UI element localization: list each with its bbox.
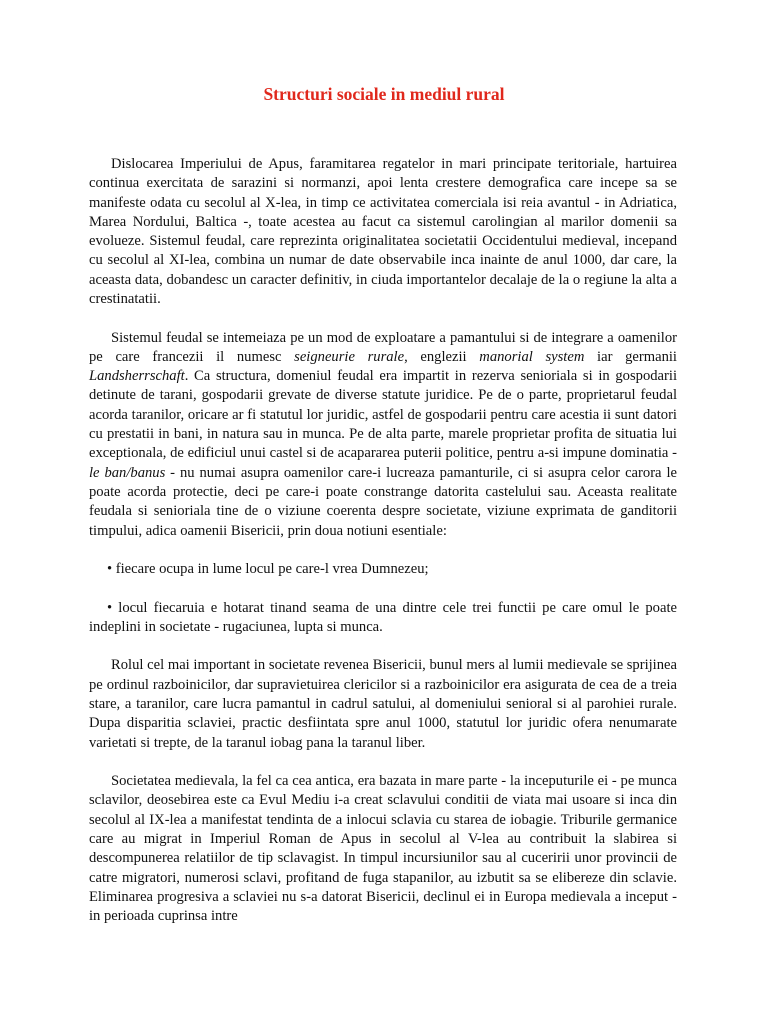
text-run: iar germanii — [584, 348, 677, 365]
text-run: - nu numai asupra oamenilor care-i lucreaza pamanturile, ci si asupra celor carora le poate acorda protectie, deci pe care-i poate constrange datorita castelului sau. Aceasta realitate feudala si senioriala tine de o viziune coerenta despre societate, viziune exprimata de ganditorii timpului, adica oamenii Bisericii, prin doua notiuni esentiale: — [89, 464, 677, 539]
text-run: • locul fiecaruia e hotarat tinand seama de una dintre cele trei functii pe care omul le poate indeplini in societate - rugaciunea, lupta si munca. — [89, 599, 677, 635]
text-run: • fiecare ocupa in lume locul pe care-l vrea Dumnezeu; — [107, 561, 429, 578]
text-run: Dislocarea Imperiului de Apus, faramitarea regatelor in mari principate teritoriale, hartuirea continua exercitata de sarazini si normanzi, apoi lenta crestere demografica care incepe sa se manifeste odata cu secolul al X-lea, in timp ce activitatea comerciala isi reia avantul - in Adriatica, Marea Nordului, Baltica -, toate acestea au facut ca sistemul carolingian al marilor domenii sa evolueze. Sistemul feudal, care reprezinta originalitatea societatii Occidentului medieval, incepand cu secolul al XI-lea, combina un numar de date observabile inca inainte de anul 1000, dar care, la aceasta data, dobandesc un caracter definitiv, in ciuda importantelor decalaje de la o regiune la alta a crestinatatii. — [89, 156, 677, 308]
italic-term: le ban/banus — [89, 464, 166, 481]
page-title: Structuri sociale in mediul rural — [263, 84, 505, 104]
italic-term: Landsherrschaft — [89, 368, 185, 385]
italic-term: manorial system — [479, 348, 585, 365]
document-body — [89, 155, 677, 946]
text-run: Rolul cel mai important in societate revenea Bisericii, bunul mers al lumii medievale se sprijinea pe ordinul razboinicilor, dar supravietuirea clericilor si a razboinicilor era asigurata de cea de a treia stare, a taranilor, care lucra pamantul in cadrul satului, al domeniului senioral si al parohiei rurale. Dupa disparitia sclaviei, practic desfiintata spre anul 1000, statutul lor juridic ofera nenumarate varietati si trepte, de la taranul iobag pana la taranul liber. — [89, 657, 677, 751]
text-run: , englezii — [404, 348, 480, 365]
text-run: Sistemul feudal se intemeiaza pe un mod de exploatare a pamantului si de integrare a oamenilor pe care francezii il numesc — [89, 329, 677, 365]
italic-term: seigneurie rurale — [294, 348, 405, 365]
paragraph-intro — [89, 155, 677, 309]
paragraph-feudal-system — [89, 329, 677, 541]
bullet-item-1 — [89, 560, 677, 579]
text-run: Societatea medievala, la fel ca cea antica, era bazata in mare parte - la inceputurile ei - pe munca sclavilor, deosebirea este ca Evul Mediu i-a creat sclavului conditii de viata mai usoare si inca din secolul al IX-lea a manifestat tendinta de a inlocui sclavia cu starea de iobagie. Triburile germanice care au migrat in Imperiul Roman de Apus in secolul al V-lea au contribuit la slabirea si descompunerea relatiilor de tip sclavagist. In timpul incursiunilor sau al cuceririi unor provincii de catre migratori, numerosi sclavi, profitand de fuga stapanilor, au izbutit sa se elibereze din sclavie. Eliminarea progresiva a sclaviei nu s-a datorat Bisericii, declinul ei in Europa medievala a inceput - in perioada cuprinsa intre — [89, 773, 677, 925]
paragraph-church-role — [89, 656, 677, 752]
bullet-item-2 — [89, 599, 677, 638]
paragraph-medieval-society — [89, 772, 677, 926]
text-run: . Ca structura, domeniul feudal era impartit in rezerva senioriala si in gospodarii detinute de tarani, gospodarii grevate de diverse statute juridice. Pe de o parte, proprietarul feudal acorda taranilor, oricare ar fi statutul lor juridic, astfel de gospodarii pentru care acestia ii sunt datori cu prestatii in bani, in natura sau in munca. Pe de alta parte, marele proprietar profita de situatia lui exceptionala, de edificiul unui castel si de acapararea puterii politice, pentru a-si impune dominatia - — [89, 368, 677, 462]
